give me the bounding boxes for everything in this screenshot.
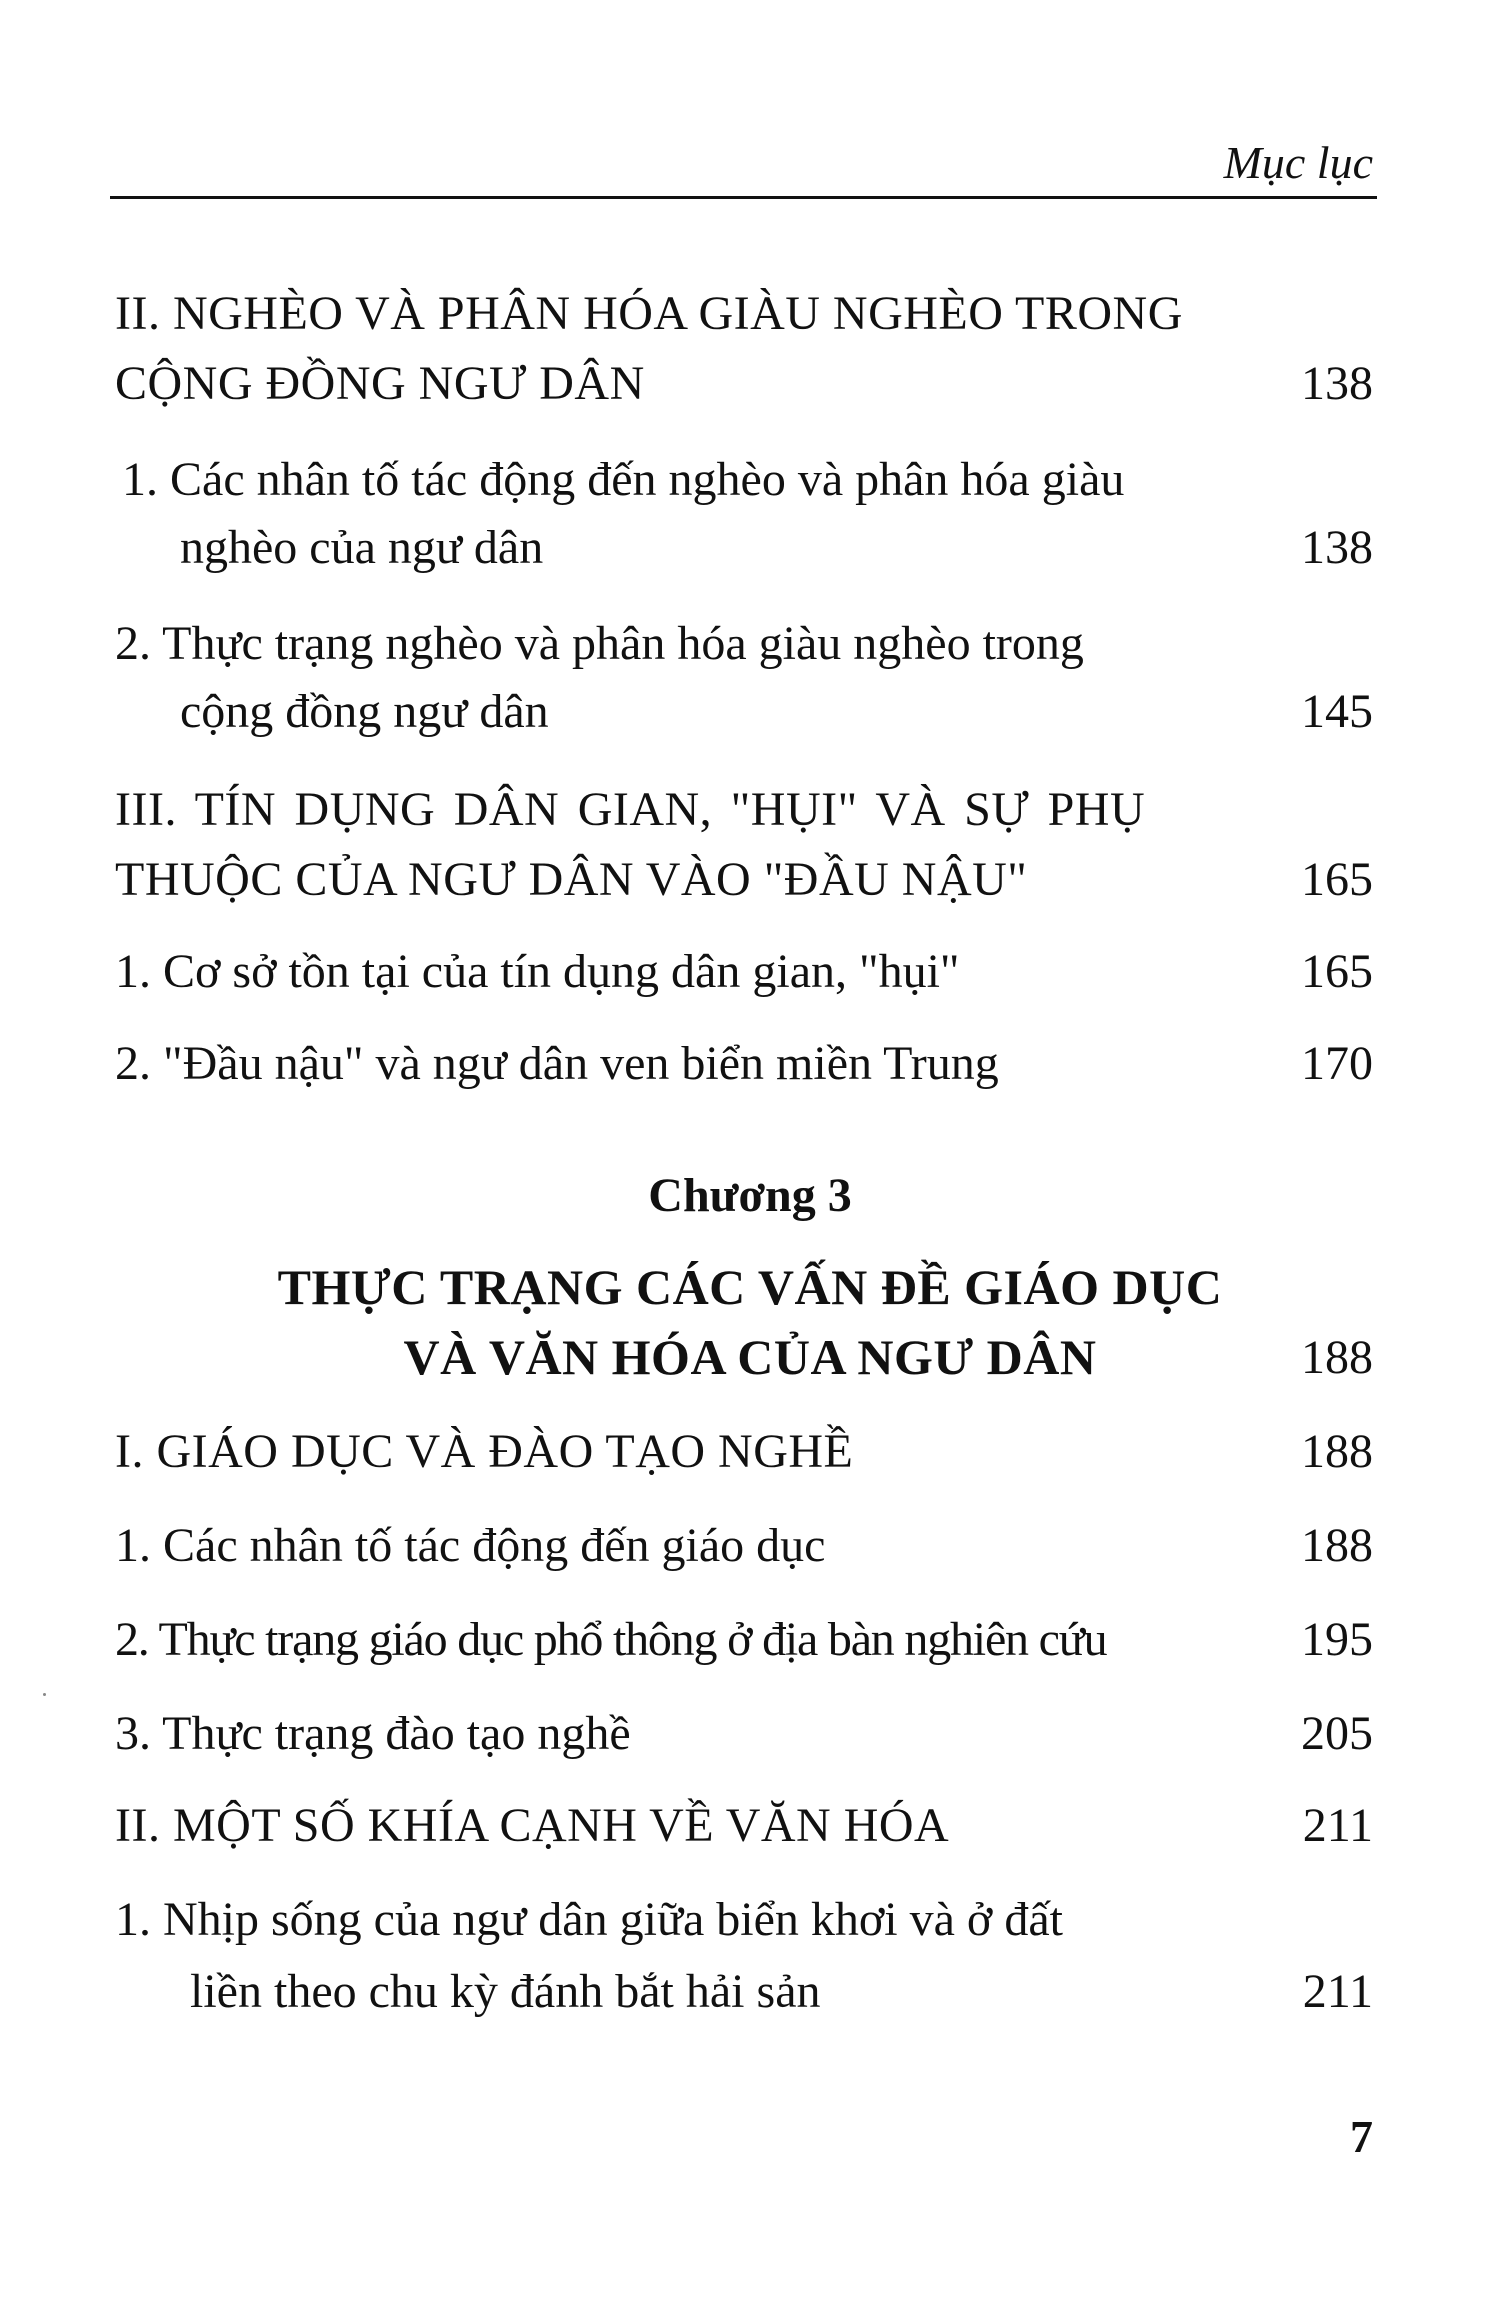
toc-page-number: 188 bbox=[1301, 1425, 1373, 1478]
chapter-title-line: VÀ VĂN HÓA CỦA NGƯ DÂN bbox=[403, 1329, 1097, 1385]
toc-page-number: 211 bbox=[1302, 1799, 1373, 1852]
toc-entry-line: III. TÍN DỤNG DÂN GIAN, "HỤI" VÀ SỰ PHỤ bbox=[115, 783, 1146, 836]
chapter-title-line: THỰC TRẠNG CÁC VẤN ĐỀ GIÁO DỤC bbox=[277, 1259, 1223, 1315]
toc-page-number: 165 bbox=[1301, 945, 1373, 998]
toc-page-number: 170 bbox=[1301, 1037, 1373, 1090]
toc-entry-line: 3. Thực trạng đào tạo nghề bbox=[115, 1707, 631, 1760]
page-number: 7 bbox=[1350, 2111, 1373, 2162]
toc-entry-line: 1. Cơ sở tồn tại của tín dụng dân gian, "hụi" bbox=[115, 945, 960, 998]
toc-page-number: 205 bbox=[1301, 1707, 1373, 1760]
toc-page-number: 145 bbox=[1301, 685, 1373, 738]
toc-entry-line: 1. Các nhân tố tác động đến giáo dục bbox=[115, 1519, 826, 1572]
toc-entry-line: 2. "Đầu nậu" và ngư dân ven biển miền Trung bbox=[115, 1037, 999, 1090]
running-title: Mục lục bbox=[1223, 137, 1373, 188]
toc-page-number: 188 bbox=[1301, 1331, 1373, 1384]
toc-entry-line: cộng đồng ngư dân bbox=[180, 685, 549, 738]
toc-entry-line: liền theo chu kỳ đánh bắt hải sản bbox=[190, 1965, 821, 2018]
toc-page-number: 195 bbox=[1301, 1613, 1373, 1666]
toc-entry-line: nghèo của ngư dân bbox=[180, 521, 544, 574]
toc-entry-line: CỘNG ĐỒNG NGƯ DÂN bbox=[115, 357, 645, 410]
toc-page-number: 211 bbox=[1302, 1965, 1373, 2018]
toc-entry-line: 1. Nhịp sống của ngư dân giữa biển khơi và ở đất bbox=[115, 1893, 1063, 1946]
toc-entry-line: I. GIÁO DỤC VÀ ĐÀO TẠO NGHỀ bbox=[115, 1425, 854, 1478]
toc-page-number: 188 bbox=[1301, 1519, 1373, 1572]
toc-entry-line: 1. Các nhân tố tác động đến nghèo và phân hóa giàu bbox=[122, 453, 1125, 506]
scan-speck bbox=[43, 1693, 46, 1696]
toc-entry-line: 2. Thực trạng giáo dục phổ thông ở địa bàn nghiên cứu bbox=[115, 1613, 1107, 1666]
toc-entry-line: II. MỘT SỐ KHÍA CẠNH VỀ VĂN HÓA bbox=[115, 1799, 950, 1852]
toc-entry-line: II. NGHÈO VÀ PHÂN HÓA GIÀU NGHÈO TRONG bbox=[115, 287, 1183, 340]
toc-page-number: 165 bbox=[1301, 853, 1373, 906]
toc-entry-line: THUỘC CỦA NGƯ DÂN VÀO "ĐẦU NẬU" bbox=[115, 853, 1028, 906]
chapter-label: Chương 3 bbox=[648, 1169, 852, 1222]
toc-page-number: 138 bbox=[1301, 521, 1373, 574]
toc-page-number: 138 bbox=[1301, 357, 1373, 410]
toc-entry-line: 2. Thực trạng nghèo và phân hóa giàu nghèo trong bbox=[115, 617, 1084, 670]
